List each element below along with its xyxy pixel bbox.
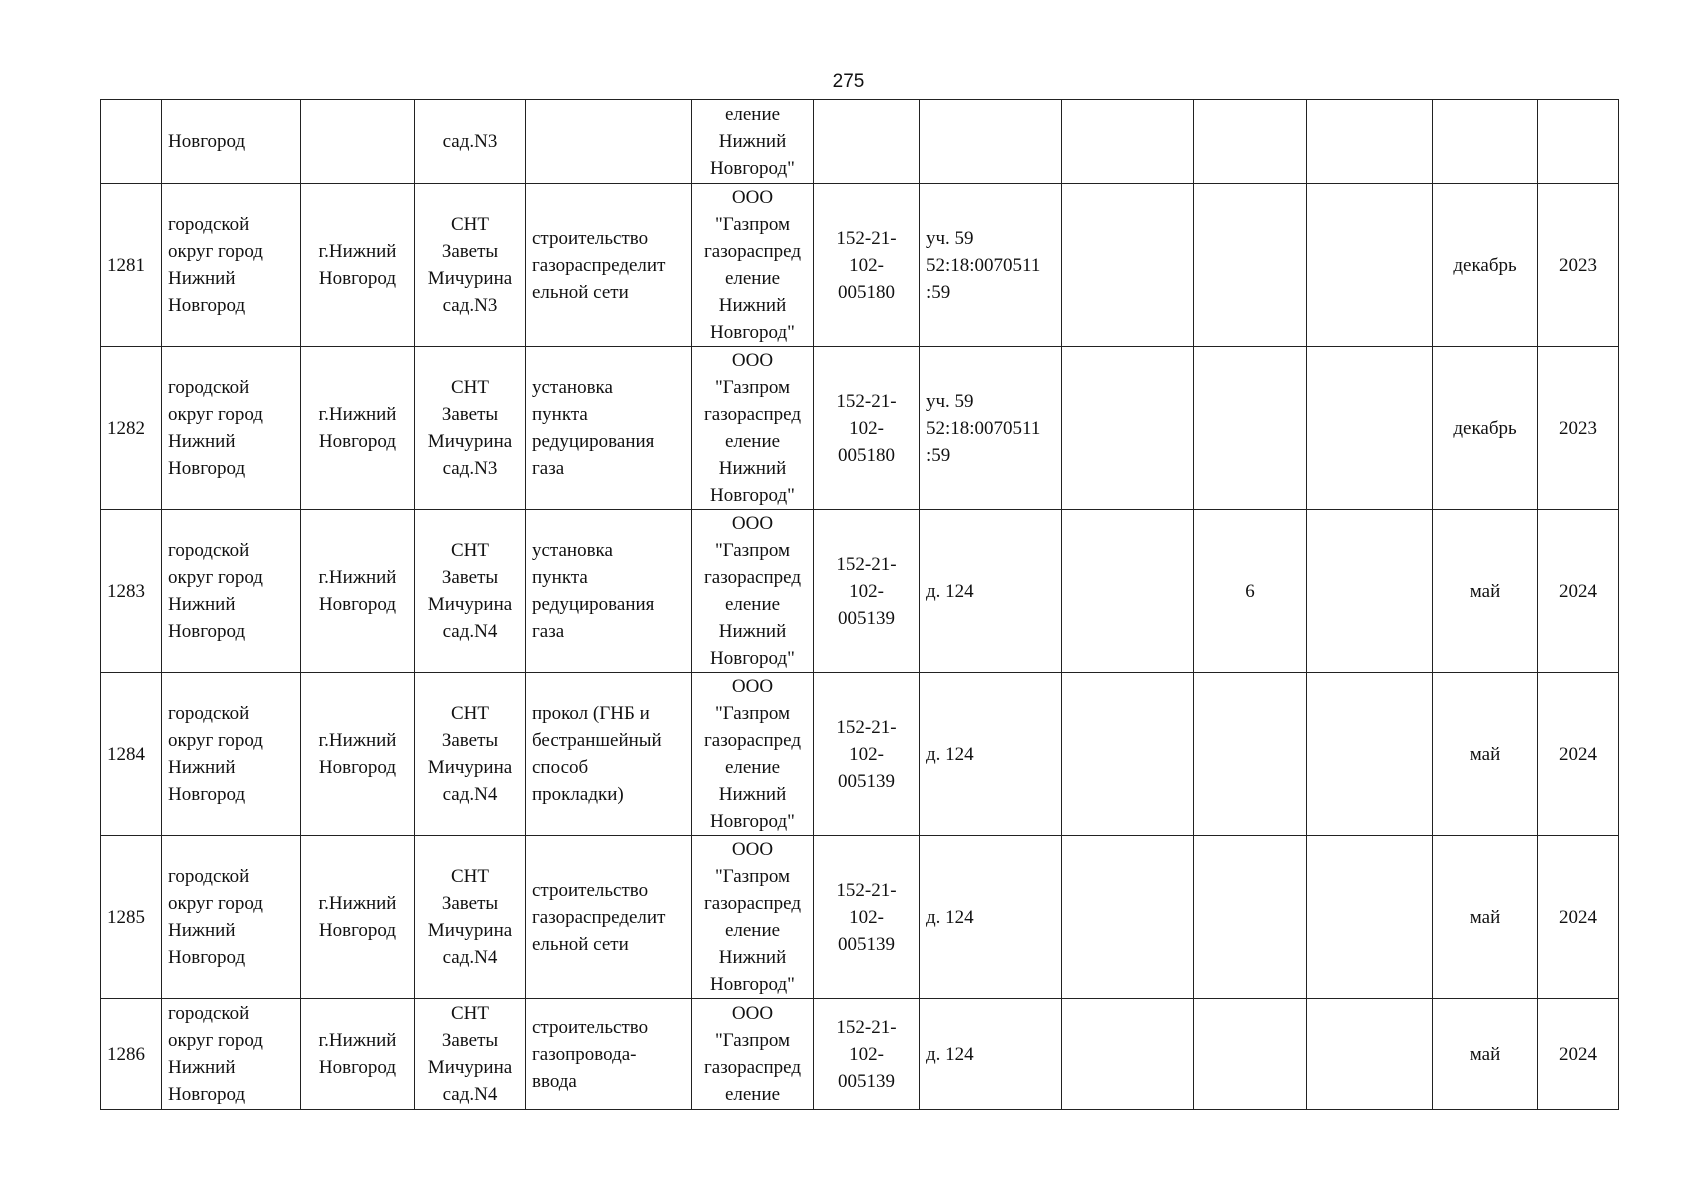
cell-municipality-line: Нижний	[168, 431, 236, 452]
cell-address-line: СНТ	[451, 214, 489, 235]
cell-municipality-line: Нижний	[168, 268, 236, 289]
cell-address-line: сад.N3	[442, 295, 498, 316]
table-row	[101, 673, 1619, 836]
cell-organization-line: ООО	[731, 187, 774, 208]
cell-organization-line: еление	[724, 1084, 781, 1105]
cell-organization-line: ООО	[731, 350, 774, 371]
cell-month: май	[1433, 999, 1538, 1110]
cell-work-line: пункта	[532, 567, 588, 588]
table-row	[101, 184, 1619, 347]
cell-year: 2024	[1538, 999, 1619, 1110]
cell-work-line: способ	[532, 757, 589, 778]
cell-municipality-line: Новгород	[168, 1084, 246, 1105]
cell-work-line: строительство	[532, 879, 649, 901]
cell-municipality-line: Нижний	[168, 1057, 236, 1078]
cell-organization	[692, 836, 814, 999]
cell-address-line: Мичурина	[427, 268, 513, 289]
cell-extra	[1194, 184, 1307, 347]
cell-extra	[1194, 673, 1307, 836]
cell-municipality-line: округ город	[168, 404, 263, 425]
cell-num: 1285	[101, 836, 162, 999]
cell-empty	[1062, 184, 1194, 347]
cell-organization-line: ООО	[731, 1003, 774, 1024]
cell-code	[814, 836, 920, 999]
cell-settlement	[301, 510, 415, 673]
cell-code-line: 152-21-	[836, 1016, 897, 1038]
table-row	[101, 836, 1619, 999]
cell-work-line: ельной сети	[532, 281, 629, 303]
cell-organization-line: газораспред	[703, 893, 801, 914]
cell-work-line: пункта	[532, 404, 588, 425]
cell-code-line: 005139	[838, 607, 895, 629]
cell-code-line: 152-21-	[836, 390, 897, 412]
cell-address-line: Заветы	[441, 893, 499, 914]
cell-work-line: газа	[532, 621, 565, 642]
cell-address-line: сад.N4	[442, 1084, 498, 1105]
cell-code-line: 005139	[838, 770, 895, 792]
cell-municipality	[162, 347, 301, 510]
table-row-continuation	[101, 100, 1619, 184]
cell-organization-line: газораспред	[703, 404, 801, 425]
cell-year: 2023	[1538, 184, 1619, 347]
table-body	[101, 100, 1619, 1110]
cell-extra	[1194, 347, 1307, 510]
cell-organization-line: Нижний	[718, 131, 787, 152]
cell-municipality	[162, 184, 301, 347]
cell-organization-line: еление	[724, 757, 781, 778]
cell-object-line: д. 124	[926, 580, 974, 602]
table-row	[101, 510, 1619, 673]
cell-settlement-line: г.Нижний	[318, 567, 397, 588]
cell-address-line: Мичурина	[427, 1057, 513, 1078]
cell-code-line: 005180	[838, 281, 895, 303]
cell-work-line: строительство	[532, 227, 649, 249]
cell-empty	[1307, 184, 1433, 347]
cell-work-line: газораспределит	[532, 254, 666, 276]
cell-address	[415, 999, 526, 1110]
cell-address-line: сад.N4	[442, 621, 498, 642]
cell-work-line: прокол (ГНБ и	[532, 703, 650, 724]
cell-empty	[1062, 836, 1194, 999]
cell-municipality-line: Новгород	[168, 131, 246, 152]
cell-organization-line: газораспред	[703, 730, 801, 751]
cell-address-line: Мичурина	[427, 431, 513, 452]
cell-code-line: 102-	[849, 906, 884, 928]
cell-object	[920, 184, 1062, 347]
cell-municipality-line: Нижний	[168, 757, 236, 778]
cell-address	[415, 100, 526, 184]
cell-work-line: прокладки)	[532, 784, 624, 805]
cell-address-line: Мичурина	[427, 594, 513, 615]
cell-empty	[1062, 510, 1194, 673]
cell-address	[415, 510, 526, 673]
cell-settlement	[301, 999, 415, 1110]
cell-settlement-line: Новгород	[318, 431, 397, 452]
table-row	[101, 347, 1619, 510]
cell-organization-line: Новгород"	[710, 158, 795, 179]
cell-organization-line: Нижний	[718, 458, 787, 479]
cell-municipality-line: Новгород	[168, 947, 246, 968]
cell-municipality-line: Новгород	[168, 784, 246, 805]
cell-object-line: д. 124	[926, 1043, 974, 1065]
cell-work	[526, 184, 692, 347]
gas-works-table	[100, 99, 1619, 1110]
cell-work	[526, 510, 692, 673]
cell-organization-line: еление	[724, 920, 781, 941]
page-number: 275	[832, 71, 865, 92]
cell-organization-line: "Газпром	[714, 1030, 791, 1051]
cell-organization-line: "Газпром	[714, 214, 791, 235]
cell-code-line: 102-	[849, 254, 884, 276]
cell-code	[814, 673, 920, 836]
cell-num: 1284	[101, 673, 162, 836]
cell-municipality-line: Новгород	[168, 458, 246, 479]
cell-settlement-line: Новгород	[318, 757, 397, 778]
cell-address-line: Заветы	[441, 404, 499, 425]
cell-address-line: СНТ	[451, 703, 489, 724]
cell-empty	[1062, 673, 1194, 836]
cell-extra	[1194, 836, 1307, 999]
cell-month: декабрь	[1433, 347, 1538, 510]
cell-organization-line: Новгород"	[710, 322, 795, 343]
cell-work-line: газораспределит	[532, 906, 666, 928]
cell-organization-line: еление	[724, 104, 781, 125]
cell-code-line: 005139	[838, 933, 895, 955]
cell-code-line: 152-21-	[836, 227, 897, 249]
cell-settlement	[301, 347, 415, 510]
cell-settlement-line: Новгород	[318, 1057, 397, 1078]
cell-settlement	[301, 836, 415, 999]
cell-empty	[1433, 100, 1538, 184]
cell-settlement-line: Новгород	[318, 920, 397, 941]
cell-code	[814, 510, 920, 673]
cell-organization-line: еление	[724, 268, 781, 289]
cell-organization-line: "Газпром	[714, 377, 791, 398]
cell-settlement-line: г.Нижний	[318, 1030, 397, 1051]
cell-work	[526, 673, 692, 836]
cell-work-line: установка	[532, 540, 613, 561]
cell-extra: 6	[1194, 510, 1307, 673]
cell-address	[415, 836, 526, 999]
cell-work	[526, 836, 692, 999]
cell-empty	[1194, 100, 1307, 184]
cell-address-line: Заветы	[441, 730, 499, 751]
cell-organization	[692, 100, 814, 184]
cell-work	[526, 347, 692, 510]
cell-object	[920, 836, 1062, 999]
cell-organization-line: Нижний	[718, 947, 787, 968]
cell-municipality-line: городской	[168, 377, 250, 398]
cell-address-line: Мичурина	[427, 757, 513, 778]
cell-organization-line: еление	[724, 594, 781, 615]
cell-empty	[1307, 510, 1433, 673]
cell-organization-line: Нижний	[718, 621, 787, 642]
cell-object-line: д. 124	[926, 906, 974, 928]
cell-extra	[1194, 999, 1307, 1110]
cell-organization-line: ООО	[731, 513, 774, 534]
cell-municipality-line: Новгород	[168, 621, 246, 642]
cell-settlement-line: г.Нижний	[318, 241, 397, 262]
cell-empty	[1062, 347, 1194, 510]
cell-municipality-line: округ город	[168, 567, 263, 588]
cell-address-line: Заветы	[441, 241, 499, 262]
table-row	[101, 999, 1619, 1110]
cell-organization-line: ООО	[731, 839, 774, 860]
cell-year: 2024	[1538, 836, 1619, 999]
cell-organization	[692, 347, 814, 510]
cell-object	[920, 510, 1062, 673]
cell-work	[526, 999, 692, 1110]
cell-municipality-line: Нижний	[168, 920, 236, 941]
cell-organization-line: ООО	[731, 676, 774, 697]
cell-work	[526, 100, 692, 184]
cell-municipality	[162, 510, 301, 673]
cell-municipality	[162, 673, 301, 836]
cell-month: декабрь	[1433, 184, 1538, 347]
cell-year: 2023	[1538, 347, 1619, 510]
cell-organization-line: Новгород"	[710, 811, 795, 832]
cell-year: 2024	[1538, 510, 1619, 673]
cell-address-line: СНТ	[451, 1003, 489, 1024]
cell-address-line: Заветы	[441, 567, 499, 588]
cell-code	[814, 999, 920, 1110]
cell-code-line: 005180	[838, 444, 895, 466]
cell-empty	[920, 100, 1062, 184]
cell-object-line: д. 124	[926, 743, 974, 765]
cell-code-line: 152-21-	[836, 553, 897, 575]
cell-organization	[692, 184, 814, 347]
cell-address-line: Мичурина	[427, 920, 513, 941]
cell-organization	[692, 510, 814, 673]
cell-object-line: :59	[926, 281, 951, 303]
cell-num: 1282	[101, 347, 162, 510]
cell-address-line: СНТ	[451, 377, 489, 398]
cell-code	[814, 184, 920, 347]
cell-municipality-line: Новгород	[168, 295, 246, 316]
cell-municipality-line: городской	[168, 214, 250, 235]
cell-work-line: установка	[532, 377, 613, 398]
cell-work-line: ельной сети	[532, 933, 629, 955]
cell-object-line: уч. 59	[926, 390, 974, 412]
cell-num	[101, 100, 162, 184]
cell-object-line: уч. 59	[926, 227, 974, 249]
cell-address	[415, 673, 526, 836]
cell-work-line: редуцирования	[532, 431, 655, 452]
cell-object-line: 52:18:0070511	[926, 254, 1041, 276]
cell-code-line: 102-	[849, 580, 884, 602]
cell-municipality-line: городской	[168, 703, 250, 724]
cell-address-line: СНТ	[451, 540, 489, 561]
cell-municipality-line: Нижний	[168, 594, 236, 615]
cell-address	[415, 184, 526, 347]
cell-object	[920, 347, 1062, 510]
cell-code-line: 102-	[849, 417, 884, 439]
cell-code	[814, 347, 920, 510]
cell-municipality-line: городской	[168, 540, 250, 561]
cell-organization-line: "Газпром	[714, 540, 791, 561]
cell-organization-line: Нижний	[718, 295, 787, 316]
cell-organization-line: "Газпром	[714, 866, 791, 887]
cell-empty	[1307, 673, 1433, 836]
cell-municipality-line: округ город	[168, 241, 263, 262]
cell-empty	[1307, 836, 1433, 999]
cell-month: май	[1433, 836, 1538, 999]
cell-municipality	[162, 836, 301, 999]
cell-settlement	[301, 673, 415, 836]
cell-settlement-line: г.Нижний	[318, 404, 397, 425]
cell-address-line: сад.N4	[442, 947, 498, 968]
cell-address-line: сад.N3	[442, 458, 498, 479]
cell-organization	[692, 673, 814, 836]
cell-settlement-line: г.Нижний	[318, 730, 397, 751]
cell-month: май	[1433, 673, 1538, 836]
cell-empty	[1307, 999, 1433, 1110]
cell-municipality-line: округ город	[168, 893, 263, 914]
cell-work-line: бестраншейный	[532, 730, 662, 751]
cell-code-line: 005139	[838, 1070, 895, 1092]
cell-empty	[1307, 100, 1433, 184]
cell-organization-line: Новгород"	[710, 648, 795, 669]
cell-municipality	[162, 100, 301, 184]
cell-address-line: сад.N4	[442, 784, 498, 805]
cell-municipality-line: округ город	[168, 1030, 263, 1051]
cell-settlement-line: Новгород	[318, 594, 397, 615]
cell-organization-line: газораспред	[703, 241, 801, 262]
cell-organization-line: Новгород"	[710, 974, 795, 995]
cell-work-line: ввода	[532, 1070, 577, 1092]
cell-empty	[1062, 999, 1194, 1110]
cell-address	[415, 347, 526, 510]
cell-organization-line: газораспред	[703, 567, 801, 588]
cell-settlement	[301, 100, 415, 184]
cell-organization-line: "Газпром	[714, 703, 791, 724]
cell-code-line: 152-21-	[836, 716, 897, 738]
cell-organization-line: Нижний	[718, 784, 787, 805]
cell-empty	[1307, 347, 1433, 510]
cell-municipality	[162, 999, 301, 1110]
cell-object	[920, 673, 1062, 836]
cell-empty	[1062, 100, 1194, 184]
cell-object	[920, 999, 1062, 1110]
cell-work-line: редуцирования	[532, 594, 655, 615]
cell-organization-line: газораспред	[703, 1057, 801, 1078]
cell-object-line: :59	[926, 444, 951, 466]
cell-work-line: строительство	[532, 1016, 649, 1038]
cell-empty	[1538, 100, 1619, 184]
cell-year: 2024	[1538, 673, 1619, 836]
cell-code-line: 102-	[849, 743, 884, 765]
cell-code-line: 102-	[849, 1043, 884, 1065]
cell-empty	[814, 100, 920, 184]
cell-settlement-line: г.Нижний	[318, 893, 397, 914]
cell-address-line: сад.N3	[442, 131, 498, 152]
cell-object-line: 52:18:0070511	[926, 417, 1041, 439]
cell-month: май	[1433, 510, 1538, 673]
cell-settlement	[301, 184, 415, 347]
cell-work-line: газа	[532, 458, 565, 479]
cell-num: 1283	[101, 510, 162, 673]
cell-settlement-line: Новгород	[318, 268, 397, 289]
cell-work-line: газопровода-	[532, 1043, 637, 1065]
cell-num: 1281	[101, 184, 162, 347]
cell-organization-line: еление	[724, 431, 781, 452]
cell-municipality-line: городской	[168, 1003, 250, 1024]
cell-address-line: Заветы	[441, 1030, 499, 1051]
cell-num: 1286	[101, 999, 162, 1110]
cell-municipality-line: округ город	[168, 730, 263, 751]
cell-municipality-line: городской	[168, 866, 250, 887]
cell-organization-line: Новгород"	[710, 485, 795, 506]
cell-code-line: 152-21-	[836, 879, 897, 901]
cell-organization	[692, 999, 814, 1110]
cell-address-line: СНТ	[451, 866, 489, 887]
